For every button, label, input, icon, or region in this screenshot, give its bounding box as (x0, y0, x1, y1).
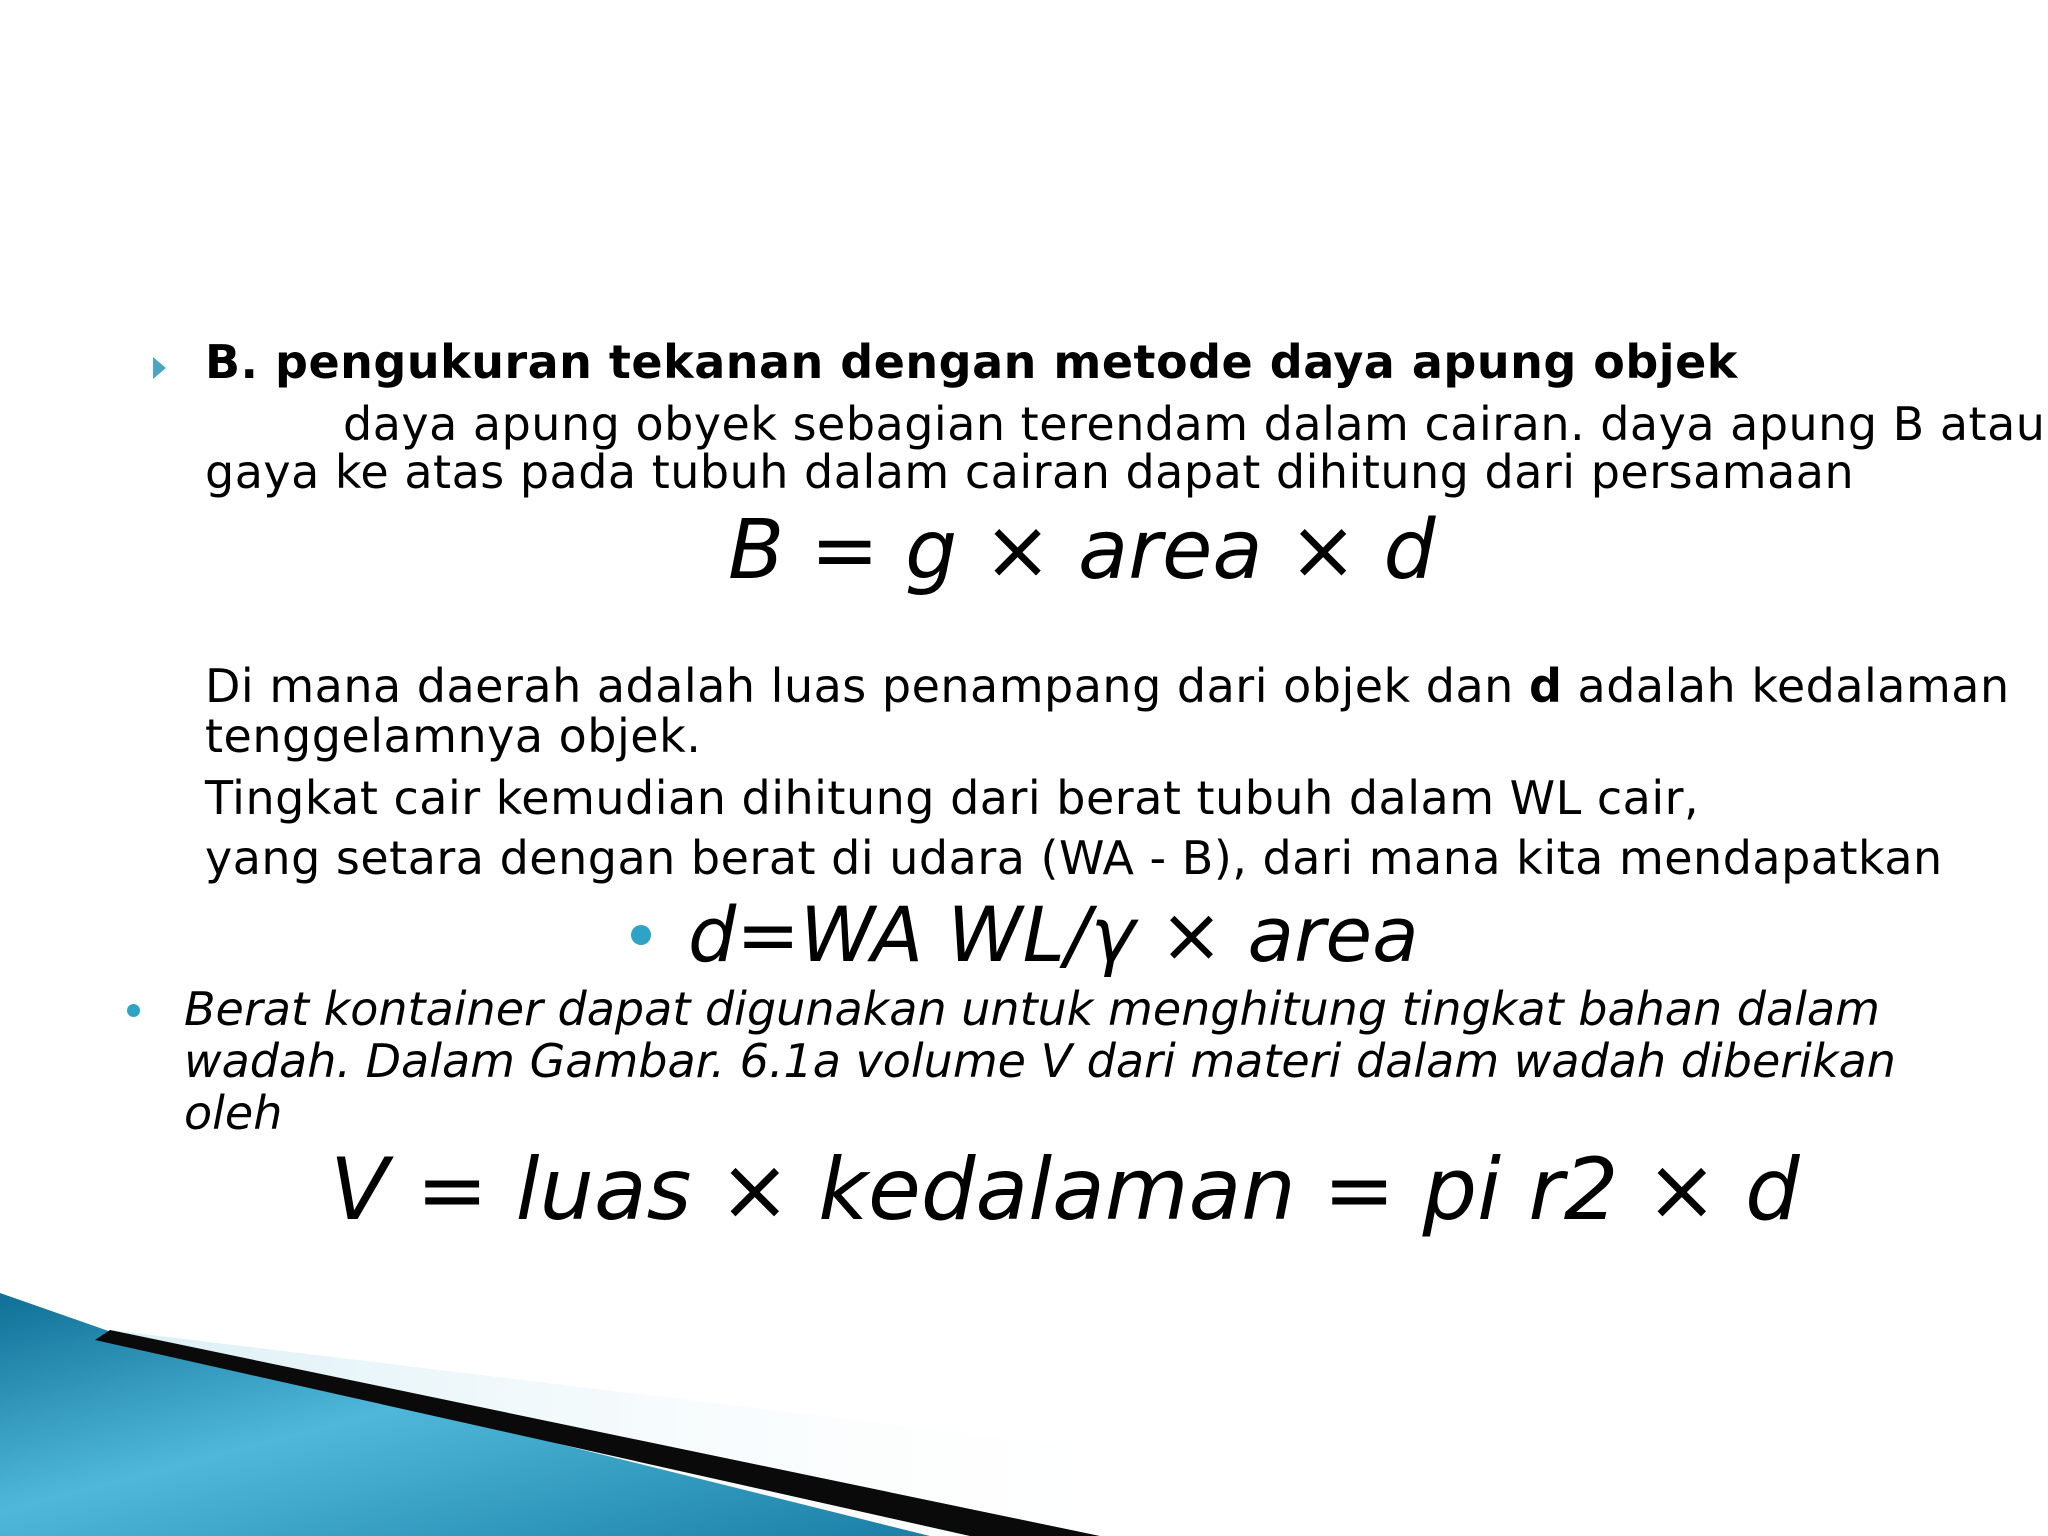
formula-depth: d=WA WL/γ × area (688, 890, 1419, 979)
triangle-right-icon (153, 357, 166, 379)
section-heading: B. pengukuran tekanan dengan metode daya apung objek (205, 335, 1738, 389)
paragraph-line: oleh (184, 1086, 283, 1140)
paragraph-line: Tingkat cair kemudian dihitung dari berat tubuh dalam WL cair, (205, 771, 1700, 825)
bold-variable: d (1528, 659, 1563, 713)
paragraph-line: wadah. Dalam Gambar. 6.1a volume V dari materi dalam wadah diberikan (184, 1034, 1896, 1088)
paragraph-line: tenggelamnya objek. (205, 709, 702, 763)
text-segment: adalah kedalaman (1562, 659, 2010, 713)
text-segment: Di mana daerah adalah luas penampang dari objek dan (205, 659, 1529, 713)
paragraph-line: daya apung obyek sebagian terendam dalam cairan. daya apung B atau (343, 397, 2046, 451)
paragraph-line: gaya ke atas pada tubuh dalam cairan dapat dihitung dari persamaan (205, 445, 1855, 499)
formula-volume: V = luas × kedalaman = pi r2 × d (330, 1140, 1800, 1240)
paragraph-line: Berat kontainer dapat digunakan untuk menghitung tingkat bahan dalam (184, 982, 1880, 1036)
paragraph-line: yang setara dengan berat di udara (WA - B), dari mana kita mendapatkan (205, 831, 1943, 885)
formula-buoyancy: B = g × area × d (728, 503, 1436, 598)
dot-icon (127, 1004, 140, 1017)
dot-icon (631, 925, 651, 945)
paragraph-line (205, 659, 2010, 713)
